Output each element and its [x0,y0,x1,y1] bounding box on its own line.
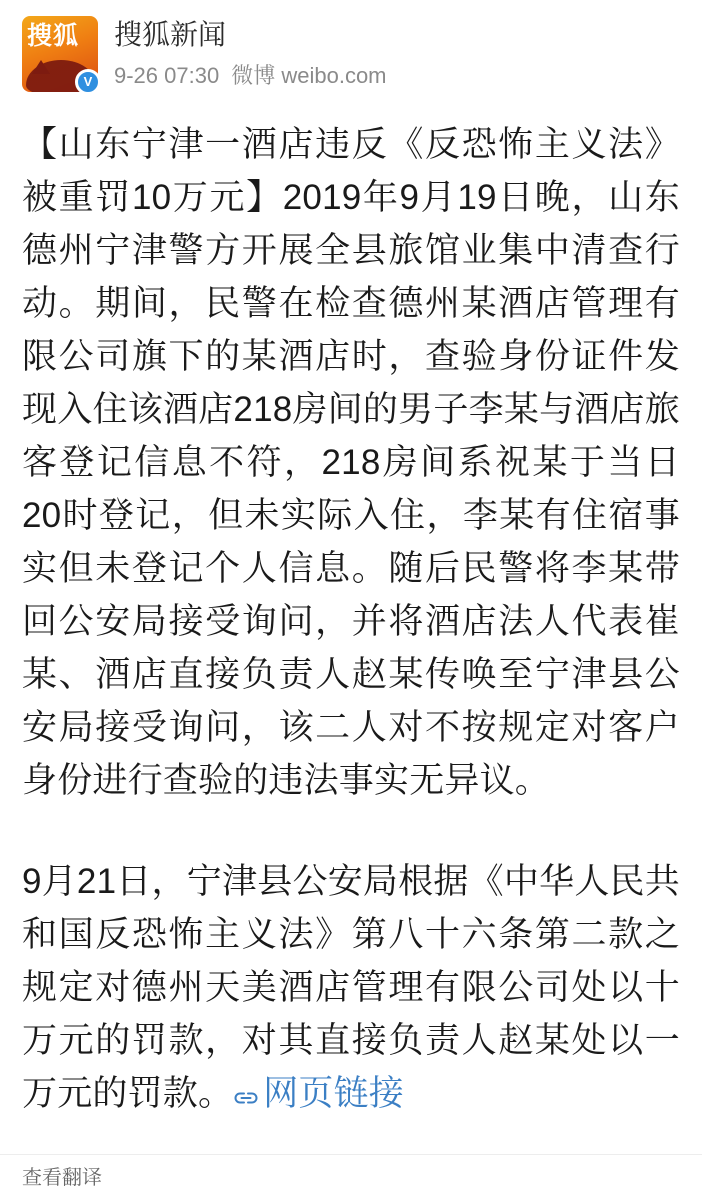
avatar-logo-text: 搜狐 [27,21,80,50]
post-paragraph-1: 【山东宁津一酒店违反《反恐怖主义法》被重罚10万元】2019年9月19日晚，山东德州宁津警方开展全县旅馆业集中清查行动。期间，民警在检查德州某酒店管理有限公司旗下的某酒店时，查验身份证件发现入住该酒店218房间的男子李某与酒店旅客登记信息不符，218房间系祝某于当日20时登记，但未实际入住，李某有住宿事实但未登记个人信息。随后民警将李某带回公安局接受询问，并将酒店法人代表崔某、酒店直接负责人赵某传唤至宁津县公安局接受询问，该二人对不按规定对客户身份进行查验的违法事实无异议。 [22,125,680,800]
post-meta [114,16,680,90]
post-footer [0,1154,702,1200]
post-header [0,0,702,92]
web-link-label: 网页链接 [263,1074,405,1113]
post-source: weibo.com [281,63,387,88]
post-paragraph-2 [22,855,680,1123]
post-paragraph-2-text: 9月21日，宁津县公安局根据《中华人民共和国反恐怖主义法》第八十六条第二款之规定对德州天美酒店管理有限公司处以十万元的罚款，对其直接负责人赵某处以一万元的罚款。 [22,862,680,1113]
post-source-prefix: 微博 [231,63,276,88]
web-link[interactable] [233,1074,404,1113]
view-translation-link[interactable]: 查看翻译 [22,1166,102,1189]
link-chain-icon [233,1070,259,1123]
verified-badge-icon: V [75,69,101,95]
post-submeta [114,62,680,90]
post-timestamp: 9-26 07:30 [114,63,220,88]
account-name[interactable]: 搜狐新闻 [114,19,227,50]
fox-ear-icon [32,60,50,74]
post-content [0,92,702,1123]
avatar[interactable] [22,16,98,92]
